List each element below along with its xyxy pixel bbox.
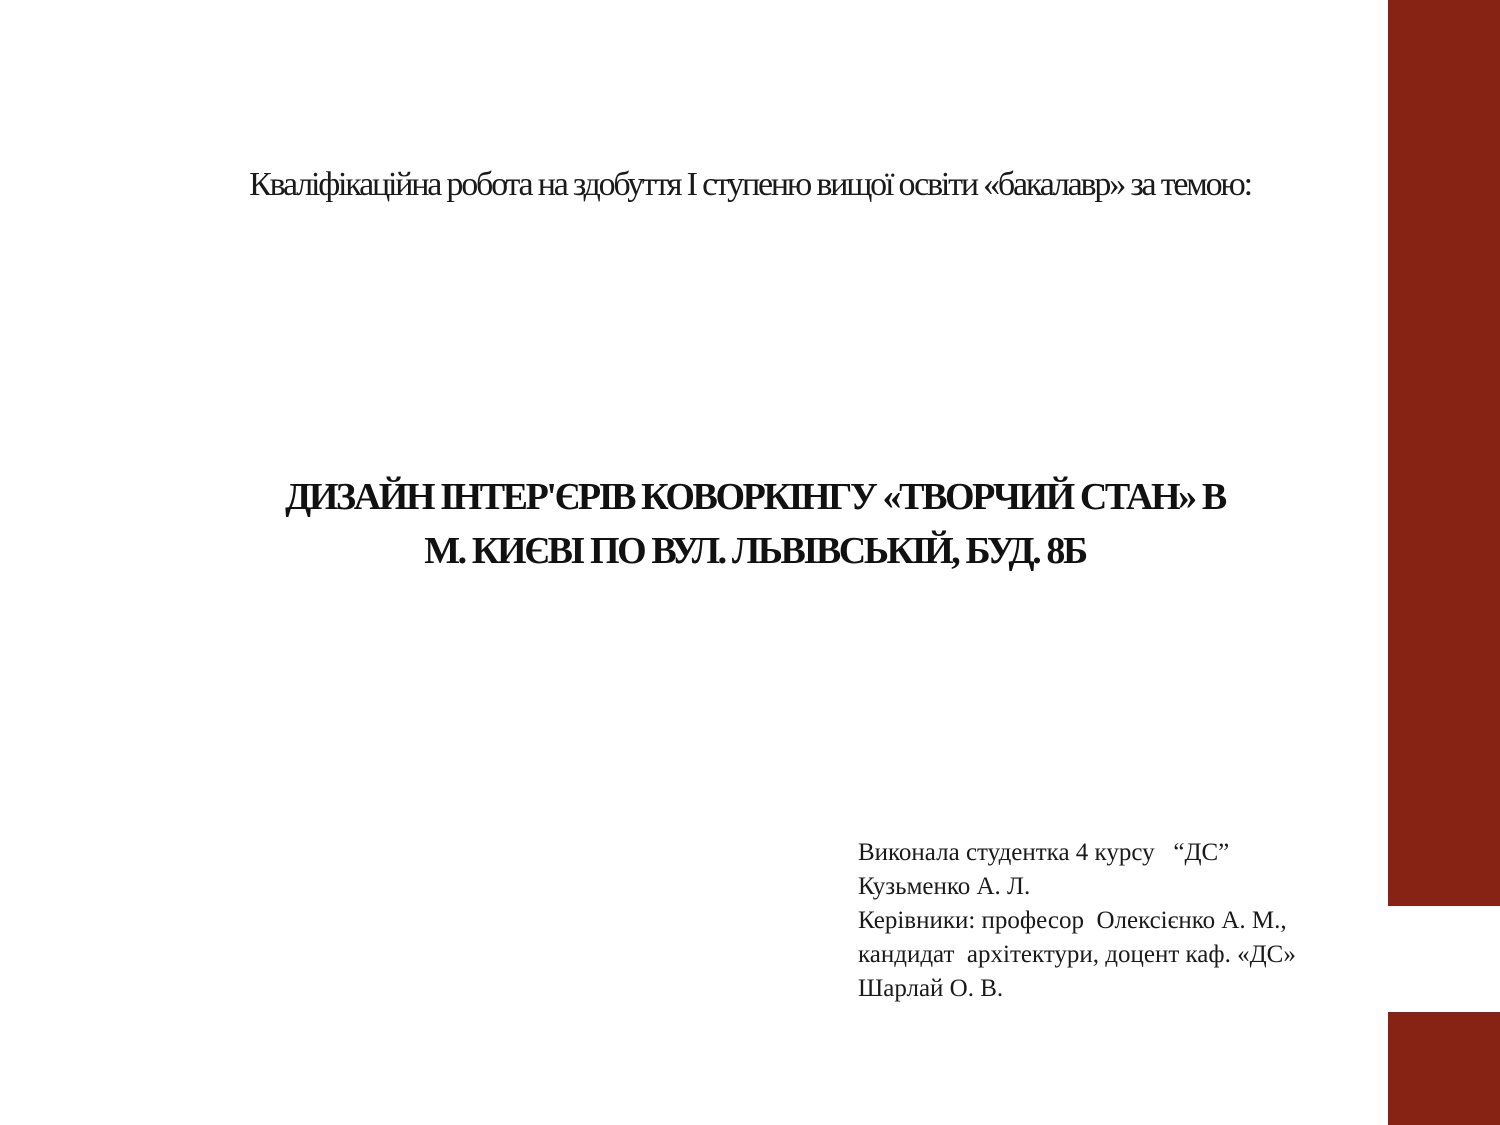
author-info xyxy=(858,836,1386,1006)
author-line-name: Кузьменко А. Л. xyxy=(858,873,1031,900)
thesis-title xyxy=(140,470,1370,578)
title-line: ДИЗАЙН ІНТЕР'ЄРІВ КОВОРКІНГУ «ТВОРЧИЙ СТАН» В xyxy=(285,476,1225,518)
author-line-supervisors: Керівники: професор Олексієнко А. М., xyxy=(858,907,1287,934)
thesis-subtitle: Кваліфікаційна робота на здобуття І ступеню вищої освіти «бакалавр» за темою: xyxy=(249,166,1251,203)
author-line-degree: кандидат архітектури, доцент каф. «ДС» xyxy=(858,941,1296,968)
side-bar-notch xyxy=(1388,906,1500,1012)
author-line-student: Виконала студентка 4 курсу “ДС” xyxy=(858,839,1230,866)
title-line: М. КИЄВІ ПО ВУЛ. ЛЬВІВСЬКІЙ, БУД. 8Б xyxy=(424,530,1086,572)
author-line-supervisor-name: Шарлай О. В. xyxy=(858,975,1004,1002)
